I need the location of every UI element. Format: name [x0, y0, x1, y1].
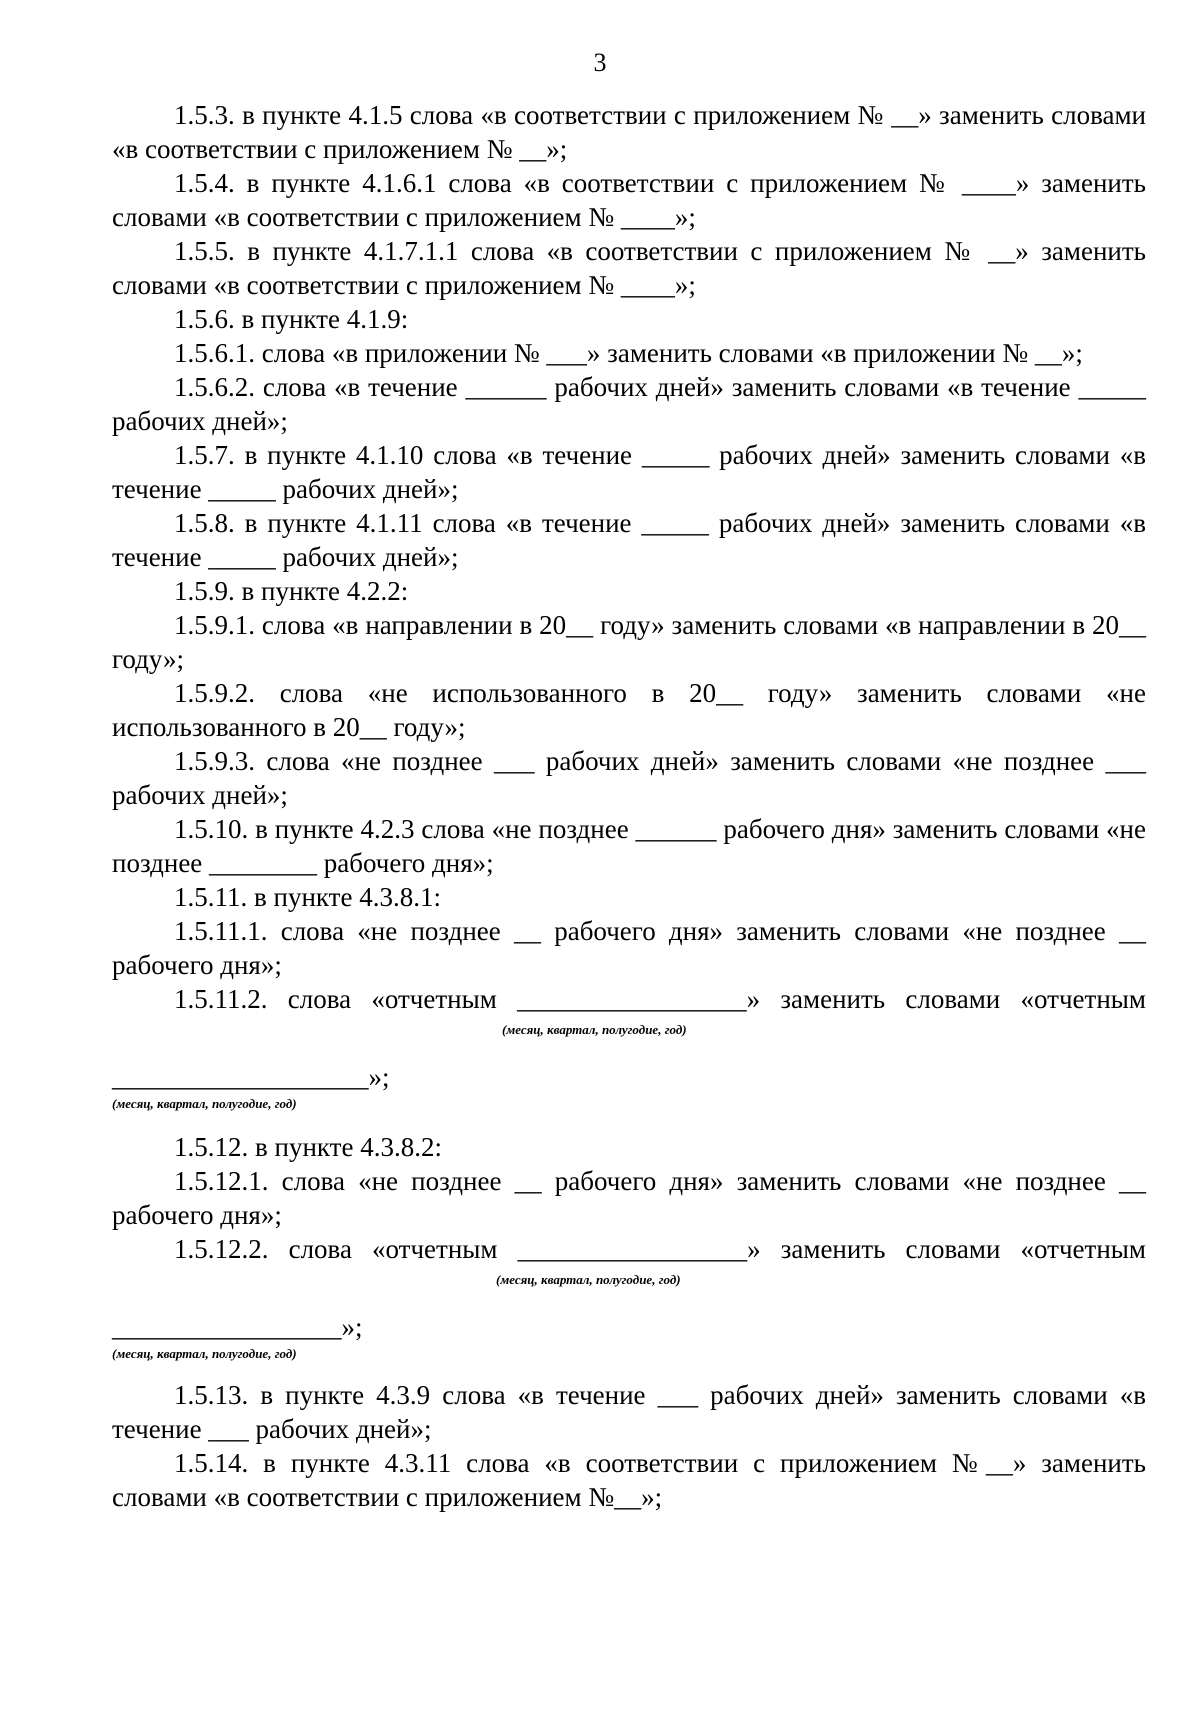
- caption-period-4: (месяц, квартал, полугодие, год): [112, 1346, 297, 1361]
- paragraph-1-5-4: 1.5.4. в пункте 4.1.6.1 слова «в соответствии с приложением № ____» заменить словами «в соответствии с приложением № ____»;: [112, 168, 1146, 232]
- paragraph-1-5-9-3: 1.5.9.3. слова «не позднее ___ рабочих дней» заменить словами «не позднее ___ рабочих дней»;: [112, 746, 1146, 810]
- paragraph-1-5-12-1: 1.5.12.1. слова «не позднее __ рабочего дня» заменить словами «не позднее __ рабочего дня»;: [112, 1166, 1146, 1230]
- paragraph-1-5-5: 1.5.5. в пункте 4.1.7.1.1 слова «в соответствии с приложением № __» заменить словами «в соответствии с приложением № ____»;: [112, 236, 1146, 300]
- paragraph-1-5-7: 1.5.7. в пункте 4.1.10 слова «в течение _____ рабочих дней» заменить словами «в течение _____ рабочих дней»;: [112, 440, 1146, 504]
- blank-line-1-5-12-2: _________________»;: [112, 1312, 363, 1342]
- paragraph-1-5-11: 1.5.11. в пункте 4.3.8.1:: [174, 882, 441, 912]
- paragraph-1-5-11-2: 1.5.11.2. слова «отчетным _________________» заменить словами «отчетным: [174, 984, 1146, 1014]
- paragraph-1-5-9-2: 1.5.9.2. слова «не использованного в 20__ году» заменить словами «не использованного в 20__ году»;: [112, 678, 1146, 742]
- paragraph-1-5-6-2: 1.5.6.2. слова «в течение ______ рабочих дней» заменить словами «в течение _____ рабочих дней»;: [112, 372, 1146, 436]
- caption-period-3: (месяц, квартал, полугодие, год): [496, 1272, 681, 1287]
- paragraph-1-5-12: 1.5.12. в пункте 4.3.8.2:: [174, 1132, 442, 1162]
- paragraph-1-5-10: 1.5.10. в пункте 4.2.3 слова «не позднее ______ рабочего дня» заменить словами «не позднее ________ рабочего дня»;: [112, 814, 1146, 878]
- caption-period-2: (месяц, квартал, полугодие, год): [112, 1096, 297, 1111]
- blank-line-1-5-11-2: ___________________»;: [112, 1062, 390, 1092]
- paragraph-1-5-11-1: 1.5.11.1. слова «не позднее __ рабочего дня» заменить словами «не позднее __ рабочего дня»;: [112, 916, 1146, 980]
- paragraph-1-5-13: 1.5.13. в пункте 4.3.9 слова «в течение ___ рабочих дней» заменить словами «в течение ___ рабочих дней»;: [112, 1380, 1146, 1444]
- paragraph-1-5-6: 1.5.6. в пункте 4.1.9:: [174, 304, 409, 334]
- paragraph-1-5-9-1: 1.5.9.1. слова «в направлении в 20__ году» заменить словами «в направлении в 20__ году»;: [112, 610, 1146, 674]
- paragraph-1-5-3: 1.5.3. в пункте 4.1.5 слова «в соответствии с приложением № __» заменить словами «в соответствии с приложением № __»;: [112, 100, 1146, 164]
- paragraph-1-5-9: 1.5.9. в пункте 4.2.2:: [174, 576, 409, 606]
- page-number: 3: [593, 48, 607, 77]
- caption-period-1: (месяц, квартал, полугодие, год): [502, 1022, 687, 1037]
- paragraph-1-5-8: 1.5.8. в пункте 4.1.11 слова «в течение _____ рабочих дней» заменить словами «в течение _____ рабочих дней»;: [112, 508, 1146, 572]
- paragraph-1-5-14: 1.5.14. в пункте 4.3.11 слова «в соответствии с приложением №__» заменить словами «в соответствии с приложением №__»;: [112, 1448, 1146, 1512]
- paragraph-1-5-6-1: 1.5.6.1. слова «в приложении № ___» заменить словами «в приложении № __»;: [174, 338, 1083, 368]
- paragraph-1-5-12-2: 1.5.12.2. слова «отчетным _________________» заменить словами «отчетным: [174, 1234, 1146, 1264]
